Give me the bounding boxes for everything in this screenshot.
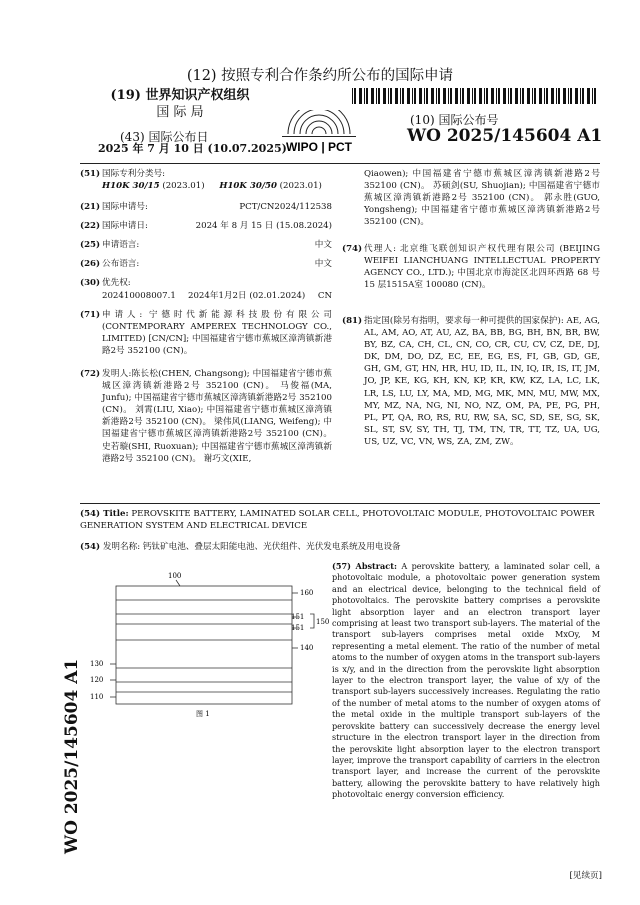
ref-110: 110: [90, 693, 104, 701]
wipo-pct-logo: [272, 110, 366, 154]
document-title: (12) 按照专利合作条约所公布的国际申请: [186, 68, 454, 84]
field-label: 公布语言:: [102, 259, 140, 269]
field-label: 申请语言:: [102, 240, 140, 250]
chinese-title: [80, 541, 600, 553]
org-line-2: 国 际 局: [156, 105, 204, 120]
publication-date-label: (43) 国际公布日: [120, 130, 209, 144]
field-label: 国际专利分类号:: [102, 169, 166, 179]
publication-number-label: (10) 国际公布号: [410, 113, 499, 127]
field-code: (81): [342, 316, 363, 326]
figure-1-diagram: [88, 568, 332, 730]
priority-number: 202410008007.1: [102, 291, 176, 301]
barcode-image: [352, 88, 598, 104]
publication-language-row: [80, 258, 332, 270]
ipc-values: [102, 180, 332, 192]
ref-150: 150: [316, 618, 330, 626]
field-code: (51): [80, 169, 101, 179]
agent-text: 代理人: 北京维飞联创知识产权代理有限公司 (BEIJING WEIFEI LIANCHUANG INTELLECTUAL PROPERTY AGENCY CO., LTD.); 中国北京市海淀区北四环西路 68 号 15 层1515A室 100080 (CN)。: [364, 244, 600, 291]
field-code: (25): [80, 240, 101, 250]
org-line-1: (19) 世界知识产权组织: [110, 88, 250, 103]
field-label: 国际申请号:: [102, 202, 148, 212]
ref-120: 120: [90, 676, 104, 684]
publication-number: WO 2025/145604 A1: [407, 126, 603, 146]
title-code: (54): [80, 542, 101, 552]
priority-row: [80, 277, 332, 289]
ipc-year-2: (2023.01): [279, 181, 322, 191]
field-code: (21): [80, 202, 101, 212]
ipc-class-2: H10K 30/50: [219, 181, 277, 191]
field-code: (30): [80, 278, 101, 288]
ref-151-upper: 151: [291, 613, 305, 621]
ref-151-lower: 151: [291, 624, 305, 632]
applicant-text: 申请人: 宁德时代新能源科技股份有限公司 (CONTEMPORARY AMPEREX TECHNOLOGY CO., LIMITED) [CN/CN]; 中国福建省宁德市蕉城区漳湾镇新港路2号 352100 (CN)。: [102, 310, 332, 357]
priority-values: [102, 290, 332, 302]
continued-note: [见续页]: [569, 871, 602, 881]
filing-language-row: [80, 239, 332, 251]
abstract-code: (57) Abstract:: [332, 561, 397, 571]
ipc-row: [80, 168, 332, 180]
field-label: 优先权:: [102, 278, 131, 288]
field-code: (74): [342, 244, 363, 254]
english-title-text: PEROVSKITE BATTERY, LAMINATED SOLAR CELL, PHOTOVOLTAIC MODULE, PHOTOVOLTAIC POWER GENERATION SYSTEM AND ELECTRICAL DEVICE: [80, 509, 595, 532]
application-number: PCT/CN2024/112538: [239, 202, 332, 212]
inventor-continuation: Qiaowen); 中国福建省宁德市蕉城区漳湾镇新港路2号 352100 (CN)。 苏硕剑(SU, Shuojian); 中国福建省宁德市蕉城区漳湾镇新港路2号 352100 (CN)。 郭永胜(GUO, Yongsheng); 中国福建省宁德市蕉城区漳湾镇新港路2号 352100 (CN)。: [364, 169, 600, 228]
ref-140: 140: [300, 644, 314, 652]
filing-date: 2024 年 8 月 15 日 (15.08.2024): [195, 221, 332, 231]
field-code: (71): [80, 310, 101, 320]
abstract-text: A perovskite battery, a laminated solar cell, a photovoltaic module, a photovoltaic power generation system and an electrical device, belonging to the technical field of photovoltaics. The perovskite battery comprises a perovskite light absorption layer and an electron transport layer comprising at least two transport sub-layers. The material of the transport sub-layers comprises metal oxide MxOy, M representing a metal element. The ratio of the number of metal atoms to the number of oxygen atoms in the transport sub-layers is x/y, and in the direction from the perovskite light absorption layer to the electron transport layer, the value of x/y of the transport sub-layers successively increases. Regulating the ratio of the number of metal atoms to the number of oxygen atoms of the metal oxide in the multiple transport sub-layers of the perovskite battery can successively decrease the energy level structure in the electron transport layer in the direction from the perovskite light absorption layer to the electron transport layer, improve the transport capability of carriers in the electron transport layer, and increase the current of the perovskite battery, allowing the perovskite battery to have relatively high photovoltaic energy conversion efficiency.: [332, 561, 601, 800]
filing-language: 中文: [314, 240, 332, 250]
side-publication-number: WO 2025/145604 A1: [62, 658, 82, 854]
figure-caption: 图 1: [196, 710, 210, 718]
svg-text:WIPO | PCT: WIPO | PCT: [285, 140, 353, 154]
publication-date: 2025 年 7 月 10 日 (10.07.2025): [98, 142, 287, 155]
field-code: (22): [80, 221, 101, 231]
priority-date: 2024年1月2日 (02.01.2024): [188, 291, 306, 301]
organization-name: [60, 87, 300, 121]
ref-100: 100: [168, 572, 182, 580]
designated-states-text: 指定国(除另有指明，要求每一种可提供的国家保护): AE, AG, AL, AM, AO, AT, AU, AZ, BA, BB, BG, BH, BN, BR, BW, BY, BZ, CA, CH, CL, CN, CO, CR, CU, CV, CZ, DE, DJ, DK, DM, DO, DZ, EC, EE, EG, ES, FI, GB, GD, GE, GH, GM, GT, HN, HR, HU, ID, IL, IN, IQ, IR, IS, IT, JM, JO, JP, KE, KG, KH, KN, KP, KR, KW, KZ, LA, LC, LK, LR, LS, LU, LY, MA, MD, MG, MK, MN, MU, MW, MX, MY, MZ, NA, NG, NI, NO, NZ, OM, PA, PE, PG, PH, PL, PT, QA, RO, RS, RU, RW, SA, SC, SD, SE, SG, SK, SL, ST, SV, SY, TH, TJ, TM, TN, TR, TT, TZ, UA, UG, US, UZ, VC, VN, WS, ZA, ZM, ZW。: [364, 316, 600, 447]
field-label: 国际申请日:: [102, 221, 148, 231]
field-code: (72): [80, 369, 101, 379]
application-number-row: [80, 201, 332, 213]
priority-country: CN: [317, 291, 332, 301]
title-rule: [80, 503, 600, 504]
abstract: [332, 561, 600, 801]
field-code: (26): [80, 259, 101, 269]
filing-date-row: [80, 220, 332, 232]
chinese-title-text: 发明名称: 钙钛矿电池、叠层太阳能电池、光伏组件、光伏发电系统及用电设备: [102, 542, 401, 552]
english-title: [80, 508, 600, 532]
ipc-year-1: (2023.01): [162, 181, 205, 191]
ref-160: 160: [300, 589, 314, 597]
ref-130: 130: [90, 660, 104, 668]
title-code: (54) Title:: [80, 509, 129, 519]
wipo-emblem-icon: [272, 110, 366, 154]
publication-language: 中文: [314, 259, 332, 269]
ipc-class-1: H10K 30/15: [102, 181, 160, 191]
inventor-text: 发明人:陈长松(CHEN, Changsong); 中国福建省宁德市蕉城区漳湾镇新港路2号 352100 (CN)。 马俊福(MA, Junfu); 中国福建省宁德市蕉城区漳湾镇新港路2号 352100 (CN)。 刘霄(LIU, Xiao); 中国福建省宁德市蕉城区漳湾镇新港路2号 352100 (CN)。 梁伟风(LIANG, Weifeng); 中国福建省宁德市蕉城区漳湾镇新港路2号 352100 (CN)。 史若璇(SHI, Ruoxuan); 中国福建省宁德市蕉城区漳湾镇新港路2号 352100 (CN)。 谢巧文(XIE,: [102, 369, 332, 464]
header-rule: [80, 163, 600, 164]
